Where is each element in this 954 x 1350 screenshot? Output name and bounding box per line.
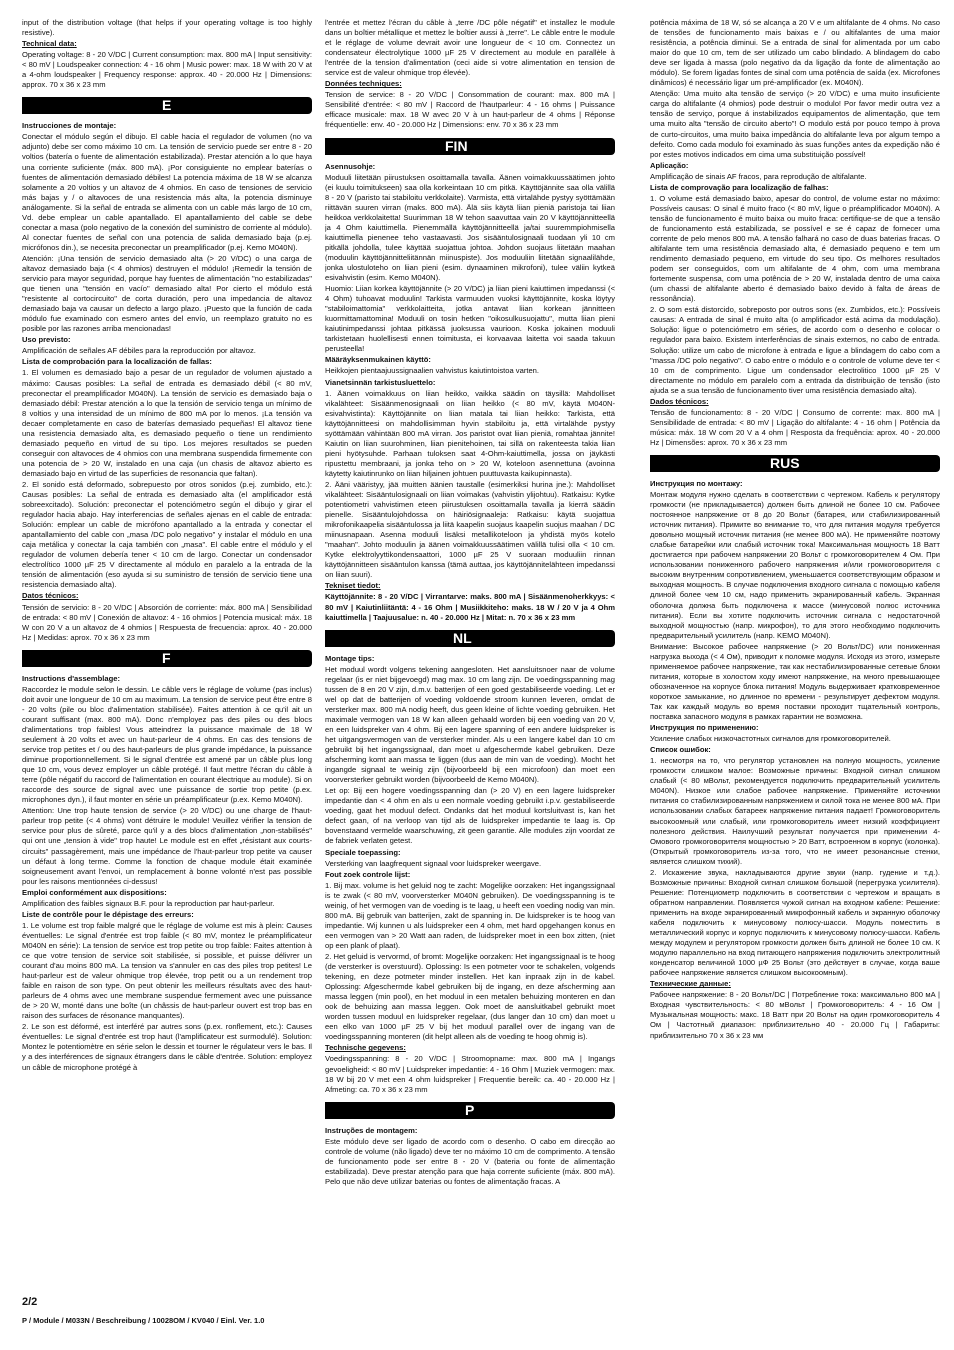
- column-3: [650, 18, 940, 1328]
- technical-data-title: Dados técnicos:: [650, 396, 709, 406]
- paragraph: 2. Ääni vääristyy, jää muitten äänien taustalle (esimerkiksi hurina jne.): Mahdolliset vikalähteet: Sisääntulosignaali on liian voimakas (vahvistin ylijohtuu). Ratkaisu: Kytke potentiometri vahvistimen eteen piirustuksen osoittamalla tavalla ja kierrä säädin pienelle. Sisääntulojohdossa on häiriösignaaleja: Ratkaisu: käytä suojattua mikrofonikaapelia sisääntulossa ja liitä kaapelin suojaus kaapelin suojus maahan / DC miinusnapaan. Asenna moduuli lisäksi metallikoteloon ja yhdistä myös kotelo "maahan". Johto moduulin ja äänen voimakkuussäätimen välillä tulisi olla < 10 cm. Kytke elektrolyyttikondensaattori, 1000 µF 25 V suoraan moduuliin rinnan käyttöjännitteen sisääntulon kanssa (tämä auttaa, jos käyttöjännitelähteen impedanssi on liian suuri).: [325, 479, 615, 580]
- document-reference: P / Module / M033N / Beschreibung / 10028OM / KV040 / Einl. Ver. 1.0: [22, 1315, 265, 1325]
- heading: Instruções de montagem:: [325, 1125, 418, 1135]
- technical-data-title: Technical data:: [22, 39, 77, 49]
- technical-data-text: Operating voltage: 8 - 20 V/DC | Current consumption: max. 800 mA | Input sensitivity: < 80 mV | Loudspeaker connection: 4 - 16 ohm | Music power: max. 18 W with 20 V at a 4-ohm loudspeaker | Frequency response: approx. 40 - 20.000 Hz | Dimensions: approx. 70 x 36 x 23 mm: [22, 50, 312, 90]
- paragraph: Amplificação de sinais AF fracos, para reprodução de altifalante.: [650, 171, 867, 181]
- technical-data-title: Технические данные:: [650, 979, 731, 989]
- paragraph: Huomio: Liian korkea käyttöjännite (> 20 V/DC) ja liian pieni kaiuttimen impedanssi (< 4 Ohm) tuhoavat moduulin! Tarkista varmuuden vuoksi käyttöjännite, koska löytyy "stabiloimattomia" verkkolaitteita, jotka antavat liian korkean jännitteen kuormittamattomina! Moduuli on tosin hetken "oikosulkusuojattu", mutta liian pieni kaiutinimpedanssi johtaa pitkässä juoksussa vaurioon. Koska jokainen moduuli tarkistetaan huolellisesti ennen toimitusta, ei korvaavaa laitetta voi saada takuun perusteella!: [325, 284, 615, 354]
- heading: Montage tips:: [325, 653, 375, 663]
- paragraph: Moduuli liitetään piirustuksen osoittamalla tavalla. Äänen voimakkuussäätimen johto (ei kuulu toimitukseen) saa olla korkeintaan 10 cm pitkä. Käyttöjännite saa olla välillä 8 - 20 V (paristo tai stabiloitu verkkolaite). Varmista, että virtalähde pystyy syöttämään riittävän suuren virran (maks. 800 mA). Älä siis käytä liian pieniä paristoja tai liian heikkoa verkkolaitetta! Suurimman 18 W tehon saavuttaa vain 20 V käyttöjännitteellä ja 4 Ohm kaiuttimella. Pienemmällä käyttöjännitteellä ja/tai suuremmpiohmisella kaiuttimella pienenee teho vastaavasti. Jos sisääntulosignaali tuodaan yli 10 cm pitkällä johdolla, tulee käyttää suojattua johtoa. Johdon suojaus liitetään maahan (moduulin käyttöjännitteliitännän miinuspiste). Jos moduuliin liitetään signaalilähde, jonka ulostuloteho on liian pieni (esim. dynaaminen mikrofoni), tulee väliin kytkeä esivahvistin (esim. Kemo M040N).: [325, 172, 615, 283]
- technical-data-text: Tensão de funcionamento: 8 - 20 V/DC | Consumo de corrente: max. 800 mA | Sensibilidade de entrada: < 80 mV | Ligação do altifalante: 4 - 16 ohm | Potência da música: máx. 18 W com 20 V a 4 ohm | Resposta da frequência: aprox. 40 - 20.000 Hz | Dimensões: aprox. 70 x 36 x 23 mm: [650, 407, 940, 447]
- paragraph: potência máxima de 18 W, só se alcança a 20 V e um altifalante de 4 ohms. No caso de tensões de funcionamento mais baixas e / ou altifalantes de uma maior resistência, a potência diminui. Se a entrada de sinal for alimentada por um cabo maior do que 10 cm, tem de ser utilizado um cabo blindado. A blindagem do cabo deve ser ligada à massa (polo negativo da da ligação da fonte de alimentação ao módulo). Se forem ligadas fontes de sinal com uma potência de saída (ex. Microfones dinâmicos) é necessário ligar um pré-amplificador (ex. M040N).: [650, 18, 940, 88]
- heading: Инструкция по монтажу:: [650, 478, 743, 488]
- paragraph: Amplification des faibles signaux B.F. pour la reproduction par haut-parleur.: [22, 898, 275, 908]
- language-bar-fin: [325, 138, 615, 155]
- technical-data-text: Voedingsspanning: 8 - 20 V/DC | Stroomopname: max. 800 mA | Ingangs gevoeligheid: < 80 mV | Luidspreker impedantie: 4 - 16 Ohm | Muziek vermogen: max. 18 W bij 20 V met een 4 ohm luidspreker | Frequentie bereik: ca. 40 - 20.000 Hz | Afmeting: ca. 70 x 36 x 23 mm: [325, 1054, 615, 1094]
- technical-data-text: Рабочее напряжение: 8 - 20 Вольт/DC | Потребление тока: максимально 800 мА | Входная чувствительность: < 80 мВольт | Громкоговоритель: 4 - 16 Ом | Музыкальная мощность: макс. 18 Ватт при 20 Вольт на один громкоговоритель 4 Ом | Частотный диапазон: приблизительно 40 - 20.000 Гц | Габариты: приблизительно 70 x 36 x 23 мм: [650, 990, 940, 1040]
- paragraph: Este módulo deve ser ligado de acordo com o desenho. O cabo em direcção ao controle de volume (não ligado) deve ter no máximo 10 cm de comprimento. A tensão de funcionamento pode ser entre 8 - 20 V (bateria ou fonte de alimentação estabilizada). Deve prestar atenção para que haja corrente suficiente (máx. 800 mA). Pelo que não deve utilizar baterias ou fontes de alimentação fracas. A: [325, 1136, 615, 1186]
- paragraph: Atención: ¡Una tensión de servicio demasiado alta (> 20 V/DC) o una carga de altavoz demasiado baja (< 4 ohmios) destruyen el módulo! ¡Remedir la tensión de servicio para mayor seguridad, porque hay fuentes de alimentación "no estabilizadas" que tienen una "tensión en vacío" demasiado alta! Por cierto el módulo está "resistente al cortocircuito" de corta duración, pero una impedancia de altavoz demasiado baja va causar un defecto a largo plazo. ¡Puesto que la función de cada módulo fue examinado con esmero antes del envío, un reemplazo gratuito no es posible por las razones arriba mencionadas!: [22, 253, 312, 334]
- heading: Uso previsto:: [22, 335, 71, 345]
- technical-data-text: Käyttöjännite: 8 - 20 V/DC | Virrantarve: maks. 800 mA | Sisäänmenoherkkyys: < 80 mV | Kaiutinliitäntä: 4 - 16 Ohm | Musiikkiteho: maks. 18 W / 20 V ja 4 Ohm kaiuttimella | Taajuusalue: n. 40 - 20.000 Hz | Mitat: n. 70 x 36 x 23 mm: [325, 592, 615, 622]
- language-bar-nl: [325, 630, 615, 647]
- paragraph: 2. Le son est déformé, est interféré par autres sons (p.ex. ronflement, etc.): Causes éventuelles: Le signal d'entrée est trop haut (l'amplificateur est surmodulé). Solution: Montez le potentiomètre en série selon le dessin et tourner le régulateur vers le bas. Il y a des interférences de signaux étrangers dans le câble d'entrée. Solution: employez un câble de microphone protégé à: [22, 1022, 312, 1072]
- language-code: F: [162, 649, 171, 666]
- column-2: [325, 18, 615, 1328]
- heading: Asennusohje:: [325, 161, 376, 171]
- heading: Emploi conformément aux dispositions:: [22, 887, 167, 897]
- page-footer: [22, 1296, 322, 1332]
- heading: Aplicação:: [650, 160, 689, 170]
- technical-data-title: Tekniset tiedot:: [325, 581, 381, 591]
- paragraph: Raccordez le module selon le dessin. Le câble vers le réglage de volume (pas inclus) doit avoir une longueur de 10 cm au maximum. La tension de service peut être entre 8 - 20 volts (pile ou bloc d'alimentation stabilisée). Faites attention à ce qu'il ait un courant suffisant (max. 800 mA). Donc n'employez pas des piles ou des blocs d'alimentations trop faibles! Vous atteindrez la puissance maximale de 18 W seulement à 20 volts et avec un haut-parleur de 4 ohms. En cas des tensions de service trop petites et / ou des haut-parleurs de plus grande impédance, la puissance diminue proportionnellement. Si le signal d'entrée est amené par un câble plus long que 10 cm, vous devez employer un câble protégé. Il faut mettre l'écran du câble à terre (pôle négatif du raccord de l'alimentation en courant électrique au module). Si on raccorde des source de signal avec une puissance de sortie trop petite (p.ex. microphones dyn.), il faut monter en série un préamplificateur (p.ex. Kemo M040N).: [22, 684, 312, 805]
- language-bar-e: [22, 97, 312, 114]
- heading: Instructions d'assemblage:: [22, 673, 121, 683]
- page-number: 2/2: [22, 1296, 38, 1308]
- paragraph: Heikkojen pientaajuussignaalien vahvistus kaiutintoistoa varten.: [325, 366, 540, 376]
- heading: Lista de comprovação para localização de falhas:: [650, 182, 829, 192]
- paragraph: Let op: Bij een hogere voedingsspanning dan (> 20 V) en een lagere luidspreker impedantie dan < 4 ohm en als u een normale voeding gebruikt i.p.v. gestabiliseerde voeding, gaat het moduul defect. Ondanks dat het moduul kortsluitvast is, kan het defect gaan, of na verloop van tijd als de luidspreker impedantie te laag is. Op bovenstaand vermelde waarschuwing, zit geen garantie. Alle modules zijn voordat ze de fabriek verlaten getest.: [325, 786, 615, 846]
- paragraph: Усиление слабых низкочастотных сигналов для громкоговорителей.: [650, 734, 891, 744]
- paragraph: 1. El volumen es demasiado bajo a pesar de un regulador de volumen ajustado a máximo: Causas posibles: La señal de entrada es demasiado débil (< 80 mV, preconectar el preamplificador M040N). La tensión de servicio es demasiado baja o demasiado débil: Prestar atención a lo que la tensión de servicio tenga un mínimo de 8 voltios y una intensidad de un mínimo de 800 mA por lo menos. ¡La tensión va decaer completamente en caso de baterías demasiado pequeñas! El altavoz tiene una resistencia demasiado alta, es demasiado pequeño o tiene un rendimiento demasiado pequeño en virtud de su tipo. Los mejores resultados se pueden conseguir con altavoces de 4 ohmios con una membrana suspendida firmemente con una potencia de > 20 W, instalado en una caja (un chasis de altavoz abierto es demasiado bajo en virtud de las superficies de resonancia que faltan).: [22, 368, 312, 478]
- heading: Instrucciones de montaje:: [22, 121, 117, 131]
- column-1: [22, 18, 312, 1308]
- language-bar-p: [325, 1102, 615, 1119]
- language-code: FIN: [445, 137, 468, 154]
- heading: Инструкция по применению:: [650, 723, 759, 733]
- paragraph: Versterking van laagfrequent signaal voor luidspreker weergave.: [325, 858, 542, 868]
- paragraph: l'entrée et mettez l'écran du câble à „terre /DC pôle négatif" et installez le module dans un boîtier métallique et mettez le boîtier aussi à „terre". Le câble entre le module et le réglage de volume devrait avoir une longueur de < 10 cm. Connectez un condensateur électrolytique 1000 µF 25 V directement au module en parallèle à l'entrée de la tension d'alimentation (ceci aide si votre alimentation en tension de service est de valeur ohmique trop élevée).: [325, 18, 615, 78]
- paragraph: 2. Искажение звука, накладываются другие звуки (напр. гудение и т.д.). Возможные причины: Входной сигнал слишком большой (перегрузка усилителя). Решение: Потенциометр подключить в соответствии с чертежом и вращать в обратном направлении. Появляется чужой сигнал на входном кабеле: Решение: применить на входе экранированный микрофонный кабель и экранную оболочку кабеля подключить к минусовому полюсу-шасси. Модуль поместить в металлический корпус и корпус подключить к минусовому полюсу-шасси. Кабель между модулем и регулятором громкости должен быть длиной не более 10 см. К модулю параллельно на вход питающего напряжения подключить электролитный конденсатор величиной 1000 µФ 25 Вольт (это действует в случае, когда ваше рабочее напряжение является слишком высокоомным).: [650, 867, 940, 978]
- paragraph: Attention: Une trop haute tension de service (> 20 V/DC) ou une charge de l'haut-parleur trop petite (< 4 ohms) vont détruire le module! Veuillez vérifier la tension de service pour plus de sûreté, parce qu'il y a des blocs d'alimentation „non-stabilisés" qui ont une „tension à vide" trop haute! Le module est en effet „résistant aux courts-circuits" passagèrement, mais une impédance de l'haut-parleur trop petite va causer un défaut à long terme. Comme la fonction de chaque module était examinée soigneusement avant l'envoi, un remplacement à bonne volonté n'est pas possible pour les raisons mentionnées ci-dessus!: [22, 806, 312, 886]
- heading: Vianetsinnän tarkistusluettelo:: [325, 377, 436, 387]
- heading: Fout zoek controle lijst:: [325, 869, 411, 879]
- paragraph: 1. O volume está demasiado baixo, apesar do control, de volume estar no máximo: Possíveis causas: O sinal é muito fraco (< 80 mV, ligue o préamplificador M040N). A tensão de funcionamento é muito baixa ou muito fraca: certifique-se de que a tensão de funcionamento está estabilizada, se possível e se é capaz de fornecer uma corrente de pelo menos 800 mA. A tensão falhará no caso de duas baterias fracas. O altifalante tem uma resistência demasiado alta, é demasiado pequeno e tem um rendimento demasiado pequeno, em virtude do seu tipo. Os melhores resultados podem ser conseguidos, com um altifalante de 4 ohm, com uma membrana fortemente suspensa, com uma potência de > 20 W, instalada dentro de uma caixa (um chassi de altifalante aberto é demasiado baixo devido à falta de áreas de ressonância).: [650, 193, 940, 304]
- paragraph: 2. O som está distorcido, sobreposto por outros sons (ex. Zumbidos, etc.): Possíveis causas: A entrada de sinal é muito alta (o amplificador está acima da modulação). Solução: ligue o potenciómetro em séries, de acordo com o desenho e colocar o regulador para baixo. Existem interferências de sinais externos, no cabo de entrada. Solução: utilize um cabo de microfone à entrada e ligue a blindagem do cabo com a "massa /DC polo negativo". O cabo entre o módulo e o controle de volume deve ter < 10 cm de comprimento. Ligue um condensador electrolitico 1000 µF 25 V directamente no módulo em paralelo com a entrada da distribuição de tensão (isto ajuda se a sua tensão de funcionamento tiver uma resistência demasiado alta).: [650, 305, 940, 395]
- paragraph: 2. El sonido está deformado, sobrepuesto por otros sonidos (p.ej. zumbido, etc.): Causas posibles: La señal de entrada es demasiado alta (el amplificador está sobreexcitado). Solución: preconectar el potenciómetro según el dibujo y girar el regulador hacia abajo. Hay interferencias de señales ajenas en el cable de entrada: Solución: emplear un cable de micrófono apantallado a la entrada y conectar el apantallamiento del cable con „masa /DC polo negativo" y instalar el módulo en una caja metálica y conectar la caja también con „masa". El cable entre el módulo y el regulador de volumen debería tener < 10 cm de largo. Conectar un condensador electrolítico 1000 µF 25 V directamente al módulo en paralelo a la entrada de la tensión de alimentación (eso ayuda si su suministro de tensión de servicio tiene una resistencia demasiado alta).: [22, 479, 312, 590]
- paragraph: Amplificación de señales AF débiles para la reproducción por altavoz.: [22, 346, 256, 356]
- paragraph: 1. несмотря на то, что регулятор установлен на полную мощность, усиление громкости слишком малое: Возможные причины: Входной сигнал слишком слабый (< 80 мВольт, рекомендуется подключить предварительный усилитель M040N). Низкое или слабое рабочее напряжение. Применяйте источники питания со стабилизированным напряжением и силой тока не менее 800 мА. При использовании слабых батареек напряжение питания падает! Громкоговоритель высокоомный или слабый, или громкоговоритель имеет низкий коэффициент полезного действия. Наилучший результат получается при применении 4-Омового громкоговорителя мощностью > 20 Ватт, встроенном в корпус (колонка). (Открытый громкоговоритель из-за того, что не имеет резонансные стенки, является слишком тихий).: [650, 756, 940, 866]
- paragraph: Atenção: Uma muito alta tensão de serviço (> 20 V/DC) e uma muito insuficiente carga do altifalante (4 ohmios) pode destruir o modulo! Por favor medir outra vez a tensão de serviço, porque á instabilizados equipamentos de alimentação, que tem uma muito alta "tensão de circuito aberto"! O modulo está por pouco tempo à prova de curto-circuitos, uma muito baixa impedância do altifalante leva por algum tempo a defeito. Como cada modulo foi examinado às suas funções antes da expedição não é por estes motivos indicados em cima uma substituição possível!: [650, 89, 940, 159]
- language-code: RUS: [770, 454, 800, 471]
- technical-data-title: Datos técnicos:: [22, 591, 79, 601]
- heading: Список ошибок:: [650, 745, 711, 755]
- technical-data-title: Technische gegevens:: [325, 1043, 406, 1053]
- heading: Lista de comprobación para la localización de fallas:: [22, 357, 212, 367]
- heading: Määräyksenmukainen käyttö:: [325, 355, 431, 365]
- language-code: E: [162, 97, 172, 114]
- language-bar-rus: [650, 455, 940, 472]
- technical-data-text: Tensión de servicio: 8 - 20 V/DC | Absorción de corriente: máx. 800 mA | Sensibilidad de entrada: < 80 mV | Conexión de altavoz: 4 - 16 ohmios | Potencia musical: máx. 18 W con 20 V a un altavoz de 4 ohmios | Respuesta de frecuencia: aprox. 40 - 20.000 Hz | Medidas: aprox. 70 x 36 x 23 mm: [22, 602, 312, 642]
- paragraph: Монтаж модуля нужно сделать в соответствии с чертежом. Кабель к регулятору громкости (не прикладывается) должен быть длиной не более 10 см. Рабочее постоянное напряжение от 8 до 20 Вольт (батарея, или стабилизированный источник питания). Примите во внимание то, что для питания модуля требуется довольно мощный источник питания (не менее 800 мА). Не применяйте поэтому слабые батарейки или слабый источник тока! Максимальная мощность 18 Ватт достигается при рабочем напряжении 20 Вольт с громкоговорителем 4 Ом. При использовании пониженного рабочего напряжения и/или громкоговорителя с высоким внутренним сопротивлением, уменьшается соответствующим образом и выходная мощность. В случае подключения входного сигнала с помощью кабеля длиной более чем 10 см, надо применить экранированный кабель. Экранная оболочка должна быть подключена к массе (минусовой полюс источника питания). Если вы хотите подключить источник сигнала с недостаточной выходной мощностью (напр. микрофон), то для этого необходимо подключить предварительный усилитель (напр. KEMO M040N).: [650, 490, 940, 640]
- technical-data-title: Données techniques:: [325, 79, 402, 89]
- heading: Speciale toepassing:: [325, 847, 401, 857]
- paragraph: Внимание: Высокое рабочее напряжение (> 20 Вольт/DC) или пониженная нагрузка выхода (< 4 Ом), приводит к поломке модуля. Исходя из этого, измерьте применяемое рабочее напряжение, так как нестабилизированные сетевые блоки питания, которые в холостом ходу имеют напряжение, на много превышающее обозначенное на корпусе блока питания! Модуль выдерживает кратковременное короткое замыкание, но длинное по времени - результирует дефектом модуля. Так как каждый модуль во время поставки проходит тщательный контроль, поставка запасного модуля в рамках гарантии не возможна.: [650, 641, 940, 722]
- paragraph: 1. Äänen voimakkuus on liian heikko, vaikka säädin on täysillä: Mahdolliset vikalähteet: Sisäänmenosignaali on liian heikko (< 80 mV, käytä M040N-esivahvistinta): Käyttöjännite on liian matala tai liian heikko: Tarkista, että käyttöjännitteesi on mahdollisimman hyvin stabiloitu ja, että virtalähde pystyy syöttämään vähintään 800 mA virran. Jos paristot ovat liian pieniä, romahtaa jännite! Kaiutin on liian suurohminen, liian pienitehoinen, tai sillä on rakenteesta takia liian pieni hyötysuhde. Parhaan tuloksen saat 4-Ohm-kaiuttimella, jossa on jäykästi ripustettu membraani, ja jonka teho on > 20 W, koteloon asennettuna (avoinna käytetty kaiutinrunko on liian hiljainen johtuen puuttuvasta kaikupinnasta).: [325, 388, 615, 478]
- paragraph: 1. Le volume est trop faible malgré que le réglage de volume est mis à plein: Causes éventuelles: Le signal d'entrée est trop faible (< 80 mV, montez le préamplificateur M040N en série): La tension de service est trop petite ou trop faible: Faites attention à ce que votre tension de service soit stabilisée, si possible, et puisse délivrer un courant d'au moins 800 mA. La tension va s'annuler en cas des piles trop petites! Le haut-parleur est de valeur ohmique trop élevée, trop petit ou a un rendement trop faible en raison de son type. On peut obtenir les meilleurs résultats avec des haut-parleurs de 4 ohms avec une membrane suspendue fermement avec une puissance de > 20 W, monté dans une boîte (un châssis de haut-parleur ouvert est trop bas en raison des surfaces de résonance manquantes).: [22, 920, 312, 1021]
- paragraph: Het moduul wordt volgens tekening aangesloten. Het aansluitsnoer naar de volume regelaar (is er niet bijgevoegd) mag max. 10 cm lang zijn. De voedingsspanning mag tussen de 8 en 20 V zijn, d.m.v. batterijen of een goed gestabiliseerde voeding. Let er wel op dat de batterijen of voeding voldoende stroom kunnen leveren, omdat de versterker max. 800 mA nodig heeft, dus geen kleine of lichte voeding gebruiken. Het maximale vermogen van 18 W kan alleen gehaald worden bij een voeding van 20 V, en een luidspreker van 4 ohm. Bij een lagere spanning of een andere luidspreker is het uitgangsvermogen van de versterker minder. Als u een langere kabel dan 10 cm gebruikt bij het ingangssignaal, dan moet u afgeschermde kabel gebruiken. Deze afscherming komt aan massa te liggen (dus aan de min van de voeding). Mocht het ingangde signaal te weinig zijn (bijvoorbeeld bij een microfoon) dan moet een voorversterker gebruikt worden (bijvoorbeeld de Kemo M040N).: [325, 664, 615, 785]
- language-bar-f: [22, 650, 312, 667]
- language-code: NL: [453, 629, 472, 646]
- paragraph: 2. Het geluid is vervormd, of bromt: Mogelijke oorzaken: Het ingangssignaal is te hoog (de versterker is overstuurd). Oplossing: Is een potmeter voor te schakelen, volgends tekening, en deze potmeter minder instellen. Het kan inpraak zijn in de kabel. Oplossing: Afgeschermde kabel gebruiken bij de ingang, en deze afscherming aan massa leggen (min pool), en het moduul in een metalen behuizing monteren en dan ook de behuizing aan massa leggen. Ook moet de aansluitkabel gebruikt moet worden tussen moduul en luidspreker regelaar, (dus langer dan 10 cm) dan moet u een elko van 1000 µF 25 V bij het moduul parallel over de ingang van de voedingsspanning monteren (dit helpt alleen als de voeding te hoog ohmig is).: [325, 951, 615, 1042]
- language-code: P: [465, 1101, 475, 1118]
- paragraph: 1. Bij max. volume is het geluid nog te zacht: Mogelijke oorzaken: Het ingangssignaal is te zwak (< 80 mV, voorversterker M040N gebruiken). De voedingsspanning is te weinig, of het vermogen van de voeding is te laag, u heeft een voeding nodig van min. 800 mA. Bij gebruik van batterijen, zakt de spanning in. De luidspreker is te hoog van impedantie. Wij kunnen u als luidspreker een 4 ohm, met hard opgehangen konus en een vermogen van > 20 Watt aan raden, de luidspreker moet in een box zitten, (niet op een plank of plaat).: [325, 880, 615, 950]
- paragraph: input of the distribution voltage (that helps if your operating voltage is too highly resistive).: [22, 18, 312, 38]
- technical-data-text: Tension de service: 8 - 20 V/DC | Consommation de courant: max. 800 mA | Sensibilité d'entrée: < 80 mV | Raccord de l'hautparleur: 4 - 16 ohms | Puissance efficace musicale: max. 18 W avec 20 V à un haut-parleur de 4 ohms | Réponse fréquentielle: env. 40 - 20.000 Hz | Dimensions: env. 70 x 36 x 23 mm: [325, 90, 615, 130]
- paragraph: Conectar el módulo según el dibujo. El cable hacia el regulador de volumen (no va adjunto) debe ser como máximo 10 cm. La tensión de servicio puede ser entre 8 - 20 voltios (batería o fuente de alimentación estabilizada). Prestar atención a lo que haya una corriente suficiente (máx. 800 mA). ¡Por consiguiente no emplear baterías o fuentes de alimentación demasiado débiles! La potencia máxima de 18 W se alcanza solamente a 20 voltios y un altavoz de 4 ohmios. En caso de tensiones de servicio más bajas y / o altavoces de una resistencia más alta, la potencia disminuye análogamente. Si la señal de entrada se alimenta con un cable más largo de 10 cm, Vd. debe emplear un cable apantallado. El apantallamiento del cable se debe conectar a masa (polo negativo de la conexión del suministro de corriente al módulo). Al conectar fuentes de señal con una potencia de salida demasiado baja (p.ej. micrófonos din.), se necesita preconectar un preamplificador (p.ej. Kemo M040N).: [22, 132, 312, 252]
- heading: Liste de contrôle pour le dépistage des erreurs:: [22, 909, 194, 919]
